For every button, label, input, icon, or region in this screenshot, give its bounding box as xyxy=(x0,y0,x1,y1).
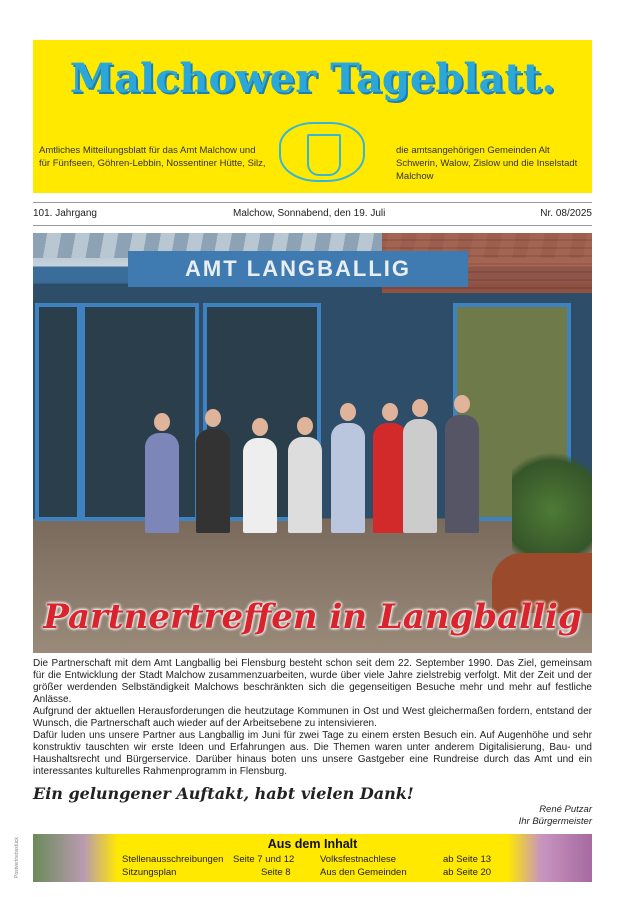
toc-item-label: Aus den Gemeinden xyxy=(320,867,407,878)
table-of-contents xyxy=(33,834,592,882)
article-paragraph: Dafür luden uns unsere Partner aus Langballig im Juni für zwei Tage zu einem ersten Besuch ein. Auf Augenhöhe und sehr konstruktiv tauschten wir erste Ideen und Erfahrungen aus. Die Themen waren unter anderem Digitalisierung, Bau- und Haushaltsrecht und Bürgerservice. Darüber hinaus boten uns unsere Gastgeber eine Rundreise durch das Amt und ein interessantes kulturelles Rahmenprogramm in Flensburg. xyxy=(33,730,592,777)
masthead-subtitle-left: Amtliches Mitteilungsblatt für das Amt Malchow und für Fünfseen, Göhren-Lebbin, Nossentiner Hütte, Silz, xyxy=(39,145,266,169)
article-headline: Partnertreffen in Langballig xyxy=(43,597,582,637)
toc-item-label: Sitzungsplan xyxy=(122,867,177,878)
issue-number: Nr. 08/2025 xyxy=(540,208,592,219)
dateline xyxy=(33,202,592,226)
toc-item-page: Seite 7 und 12 xyxy=(233,854,295,865)
article-body xyxy=(33,658,592,778)
postal-note: Postvertriebsstück xyxy=(14,837,20,878)
signature-name: René Putzar xyxy=(539,804,592,815)
building-sign: AMT LANGBALLIG xyxy=(128,251,468,287)
coat-of-arms-icon xyxy=(279,122,365,182)
masthead xyxy=(33,40,592,193)
article-section xyxy=(33,596,592,882)
toc-title: Aus dem Inhalt xyxy=(267,837,358,851)
volume: 101. Jahrgang xyxy=(33,208,97,219)
cover-photo xyxy=(33,233,592,653)
signature xyxy=(33,804,592,828)
newspaper-title: Malchower Tageblatt. xyxy=(69,55,556,102)
toc-item-page: Seite 8 xyxy=(261,867,291,878)
toc-item-label: Stellenausschreibungen xyxy=(122,854,224,865)
article-paragraph: Die Partnerschaft mit dem Amt Langballig bei Flensburg besteht schon seit dem 22. September 1990. Das Ziel, gemeinsam für die Entwicklung der Stadt Malchow zusammenzuarbeiten, wurde über viele Jahre zielstrebig verfolgt. Mit der Zeit und der größer werdenden Selbständigkeit Malchows beschränkten sich die gegenseitigen Besuche mehr und mehr auf festliche Anlässe. xyxy=(33,658,592,705)
article-paragraph: Aufgrund der aktuellen Herausforderungen die heutzutage Kommunen in Ost und West gleichermaßen fordern, entstand der Wunsch, die Partnerschaft auch wieder auf der Arbeitsebene zu intensivieren. xyxy=(33,706,592,729)
toc-item-page: ab Seite 20 xyxy=(443,867,492,878)
toc-item-label: Volksfestnachlese xyxy=(320,854,397,865)
issue-date: Malchow, Sonnabend, den 19. Juli xyxy=(233,208,386,219)
toc-item-page: ab Seite 13 xyxy=(443,854,492,865)
article-closing: Ein gelungener Auftakt, habt vielen Dank! xyxy=(33,784,414,803)
masthead-subtitle-right: die amtsangehörigen Gemeinden Alt Schwerin, Walow, Zislow und die Inselstadt Malchow xyxy=(396,145,578,182)
signature-role: Ihr Bürgermeister xyxy=(518,816,592,827)
